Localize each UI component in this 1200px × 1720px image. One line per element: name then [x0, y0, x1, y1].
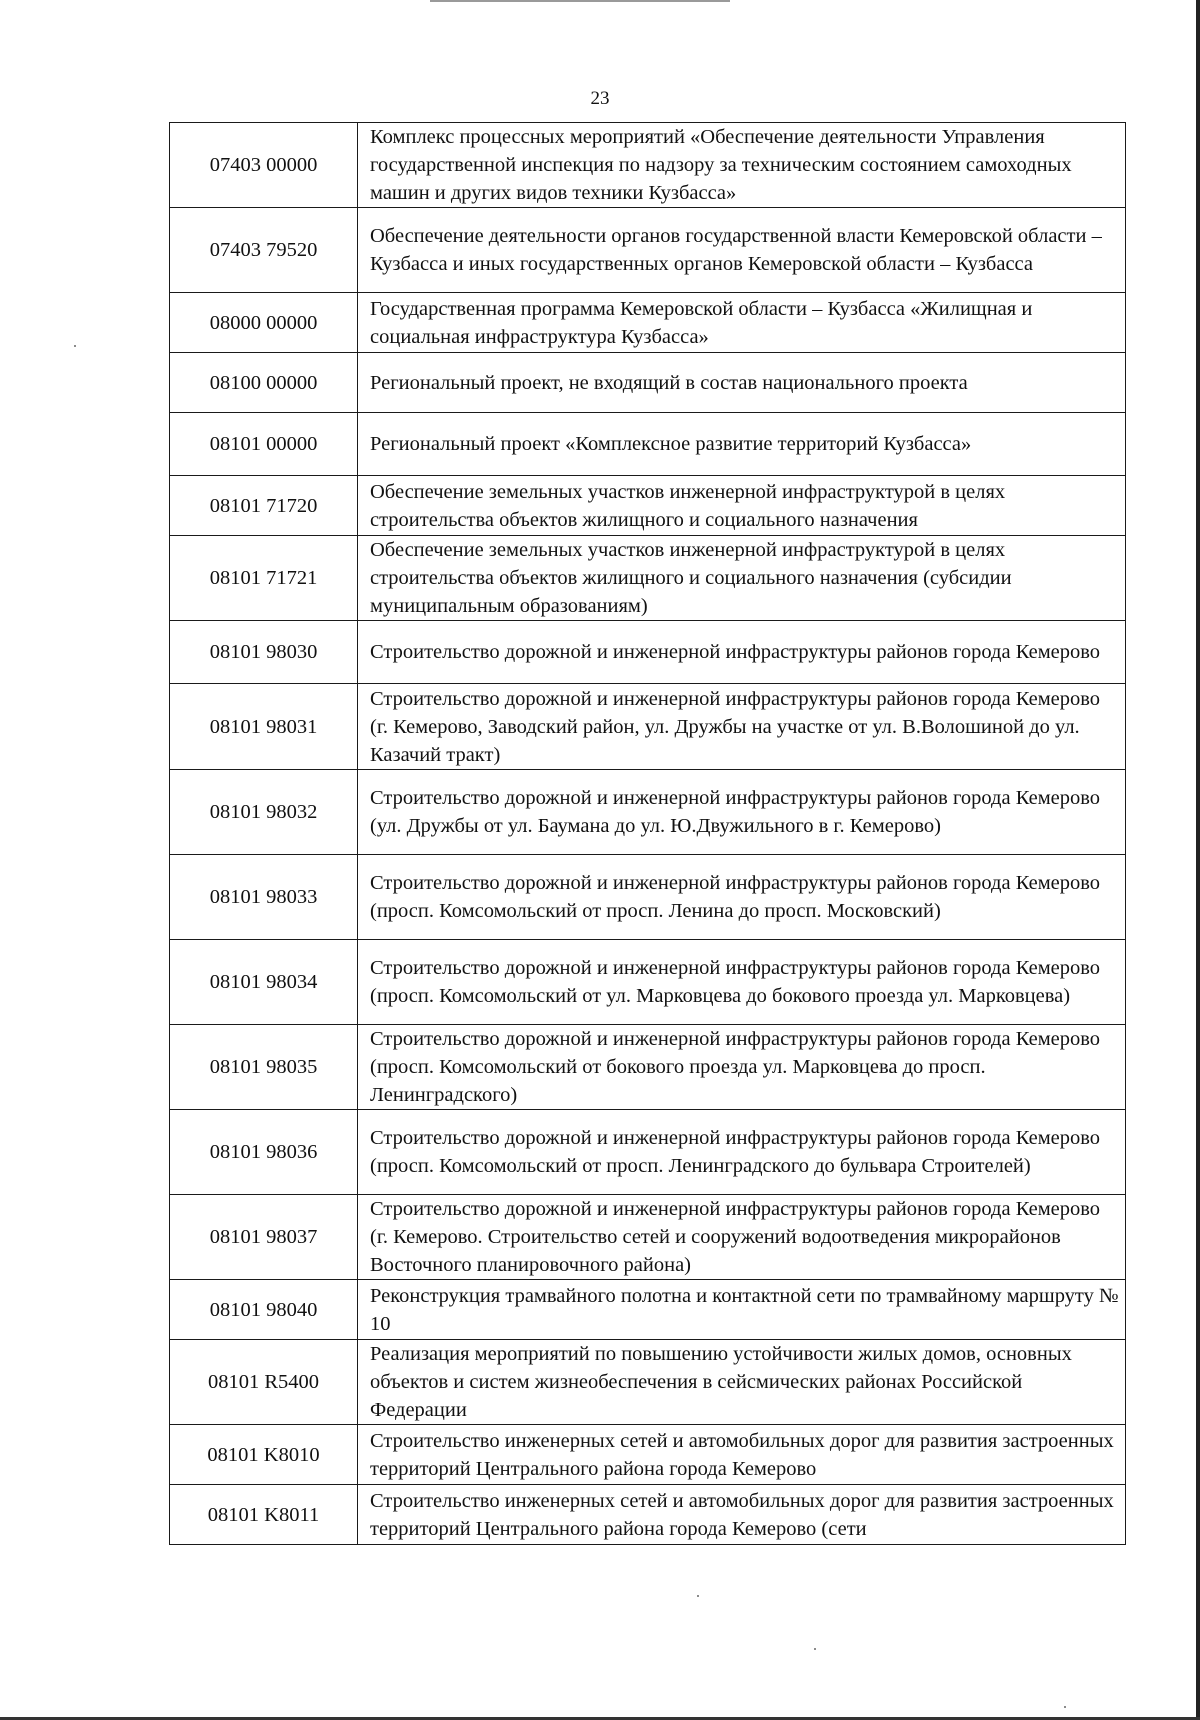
- table-row: [170, 353, 1126, 413]
- classification-code: 08000 00000: [170, 293, 358, 353]
- classification-code: 08101 K8010: [170, 1425, 358, 1485]
- item-description: Строительство дорожной и инженерной инфраструктуры районов города Кемерово (просп. Комсомольский от ул. Марковцева до бокового проезда ул. Марковцева): [358, 940, 1126, 1025]
- item-description: Реализация мероприятий по повышению устойчивости жилых домов, основных объектов и систем жизнеобеспечения в сейсмических районах Российской Федерации: [358, 1340, 1126, 1425]
- table-row: [170, 1110, 1126, 1195]
- table-row: [170, 123, 1126, 208]
- scan-top-mark: [430, 0, 730, 2]
- table-row: [170, 684, 1126, 770]
- item-description: Строительство дорожной и инженерной инфраструктуры районов города Кемерово (ул. Дружбы от ул. Баумана до ул. Ю.Двужильного в г. Кемерово): [358, 770, 1126, 855]
- classification-code: 08101 98035: [170, 1025, 358, 1110]
- classification-code: 08101 98032: [170, 770, 358, 855]
- item-description: Региональный проект, не входящий в состав национального проекта: [358, 353, 1126, 413]
- classification-code: 08101 71721: [170, 536, 358, 621]
- item-description: Строительство инженерных сетей и автомобильных дорог для развития застроенных территорий Центрального района города Кемерово (сети: [358, 1485, 1126, 1545]
- table-row: [170, 1340, 1126, 1425]
- item-description: Государственная программа Кемеровской области – Кузбасса «Жилищная и социальная инфраструктура Кузбасса»: [358, 293, 1126, 353]
- item-description: Строительство дорожной и инженерной инфраструктуры районов города Кемерово (просп. Комсомольский от просп. Ленина до просп. Московский): [358, 855, 1126, 940]
- item-description: Строительство дорожной и инженерной инфраструктуры районов города Кемерово (просп. Комсомольский от просп. Ленинградского до бульвара Строителей): [358, 1110, 1126, 1195]
- item-description: Обеспечение земельных участков инженерной инфраструктурой в целях строительства объектов жилищного и социального назначения: [358, 476, 1126, 536]
- table-row: [170, 1195, 1126, 1280]
- scan-speck: [1064, 1706, 1066, 1708]
- table-row: [170, 1025, 1126, 1110]
- classification-code: 08101 98036: [170, 1110, 358, 1195]
- page-number: 23: [590, 88, 610, 109]
- table-row: [170, 1280, 1126, 1340]
- item-description: Строительство дорожной и инженерной инфраструктуры районов города Кемерово (г. Кемерово. Строительство сетей и сооружений водоотведения микрорайонов Восточного планировочного района): [358, 1195, 1126, 1280]
- table-row: [170, 770, 1126, 855]
- item-description: Реконструкция трамвайного полотна и контактной сети по трамвайному маршруту № 10: [358, 1280, 1126, 1340]
- item-description: Строительство дорожной и инженерной инфраструктуры районов города Кемерово (просп. Комсомольский от бокового проезда ул. Марковцева до просп. Ленинградского): [358, 1025, 1126, 1110]
- item-description: Строительство инженерных сетей и автомобильных дорог для развития застроенных территорий Центрального района города Кемерово: [358, 1425, 1126, 1485]
- table-row: [170, 940, 1126, 1025]
- scan-border-right: [1196, 0, 1200, 1720]
- classification-code: 08101 00000: [170, 413, 358, 476]
- classification-code: 08101 98033: [170, 855, 358, 940]
- item-description: Региональный проект «Комплексное развитие территорий Кузбасса»: [358, 413, 1126, 476]
- classification-code: 07403 00000: [170, 123, 358, 208]
- table-row: [170, 1425, 1126, 1485]
- item-description: Строительство дорожной и инженерной инфраструктуры районов города Кемерово (г. Кемерово, Заводский район, ул. Дружбы на участке от ул. В.Волошиной до ул. Казачий тракт): [358, 684, 1126, 770]
- table-row: [170, 413, 1126, 476]
- classification-code: 08101 R5400: [170, 1340, 358, 1425]
- classification-code: 08101 98031: [170, 684, 358, 770]
- classification-code: 08101 71720: [170, 476, 358, 536]
- classification-code: 08101 98034: [170, 940, 358, 1025]
- item-description: Обеспечение земельных участков инженерной инфраструктурой в целях строительства объектов жилищного и социального назначения (субсидии муниципальным образованиям): [358, 536, 1126, 621]
- classification-code: 07403 79520: [170, 208, 358, 293]
- classification-code: 08100 00000: [170, 353, 358, 413]
- budget-classification-table: [169, 122, 1126, 1545]
- table-row: [170, 536, 1126, 621]
- table-row: [170, 208, 1126, 293]
- table-row: [170, 293, 1126, 353]
- table-row: [170, 855, 1126, 940]
- table-row: [170, 1485, 1126, 1545]
- table-row: [170, 621, 1126, 684]
- scan-speck: [814, 1648, 816, 1650]
- classification-code: 08101 K8011: [170, 1485, 358, 1545]
- classification-code: 08101 98040: [170, 1280, 358, 1340]
- item-description: Обеспечение деятельности органов государственной власти Кемеровской области – Кузбасса и иных государственных органов Кемеровской области – Кузбасса: [358, 208, 1126, 293]
- classification-code: 08101 98030: [170, 621, 358, 684]
- item-description: Комплекс процессных мероприятий «Обеспечение деятельности Управления государственной инспекция по надзору за техническим состоянием самоходных машин и других видов техники Кузбасса»: [358, 123, 1126, 208]
- table-row: [170, 476, 1126, 536]
- item-description: Строительство дорожной и инженерной инфраструктуры районов города Кемерово: [358, 621, 1126, 684]
- scan-speck: [74, 345, 76, 347]
- classification-code: 08101 98037: [170, 1195, 358, 1280]
- scan-speck: [697, 1595, 699, 1597]
